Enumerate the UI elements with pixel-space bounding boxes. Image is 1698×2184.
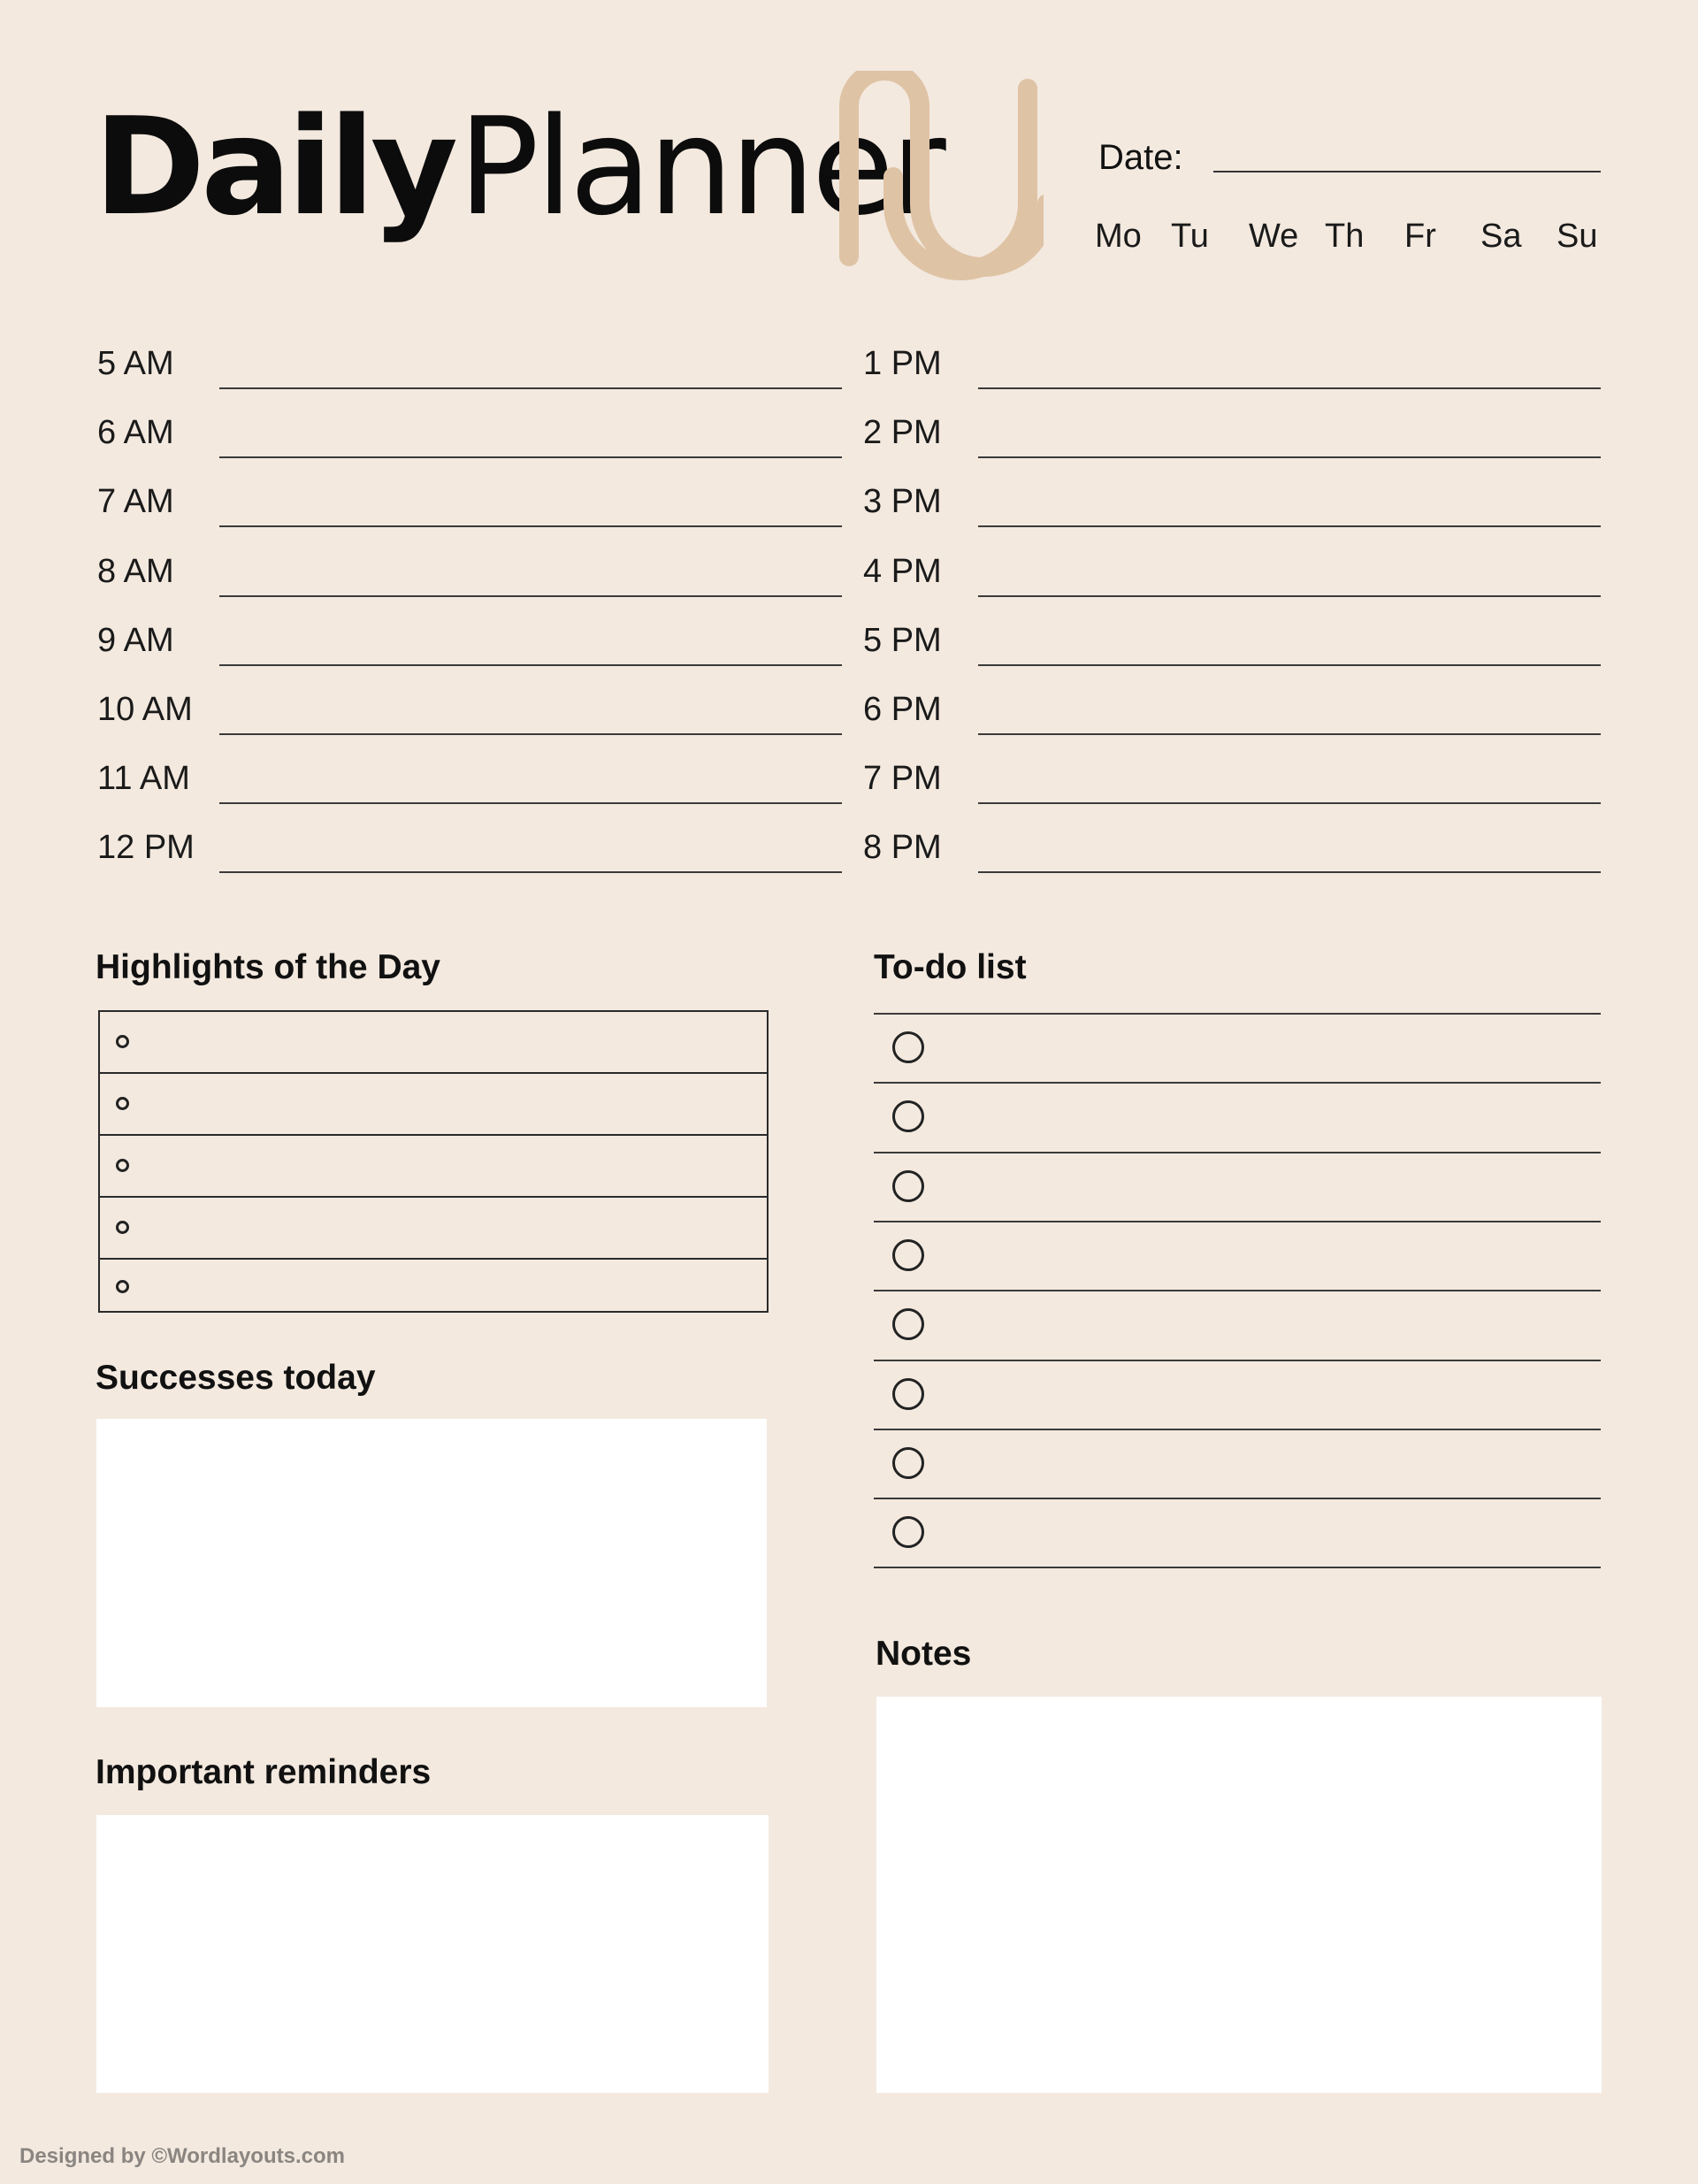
bullet-icon <box>116 1097 129 1110</box>
time-entry-line[interactable] <box>219 733 842 735</box>
time-label: 8 AM <box>97 552 174 590</box>
todo-divider <box>874 1567 1601 1568</box>
bullet-icon <box>116 1221 129 1234</box>
time-entry-line[interactable] <box>978 802 1601 804</box>
weekday-fr[interactable]: Fr <box>1404 218 1436 255</box>
title-light: Planner <box>458 88 943 245</box>
time-entry-line[interactable] <box>219 664 842 666</box>
time-entry-line[interactable] <box>219 802 842 804</box>
todo-divider <box>874 1082 1601 1084</box>
time-entry-line[interactable] <box>978 595 1601 597</box>
time-label: 1 PM <box>863 345 942 382</box>
time-entry-line[interactable] <box>219 871 842 873</box>
highlight-row[interactable] <box>100 1012 767 1074</box>
notes-heading: Notes <box>876 1635 972 1673</box>
weekday-mo[interactable]: Mo <box>1095 218 1142 255</box>
time-label: 5 AM <box>97 345 174 382</box>
weekday-su[interactable]: Su <box>1556 218 1598 255</box>
todo-checkbox[interactable] <box>892 1516 924 1548</box>
weekday-selector <box>1095 218 1602 262</box>
time-entry-line[interactable] <box>978 664 1601 666</box>
time-entry-line[interactable] <box>219 525 842 527</box>
weekday-th[interactable]: Th <box>1325 218 1365 255</box>
time-label: 11 AM <box>97 760 190 798</box>
todo-divider <box>874 1013 1601 1015</box>
time-label: 7 AM <box>97 483 174 521</box>
successes-heading: Successes today <box>96 1359 376 1397</box>
reminders-heading: Important reminders <box>96 1753 432 1791</box>
time-entry-line[interactable] <box>978 456 1601 458</box>
notes-box[interactable] <box>876 1697 1602 2093</box>
todo-checkbox[interactable] <box>892 1100 924 1132</box>
highlight-row[interactable] <box>100 1136 767 1198</box>
time-label: 3 PM <box>863 483 942 521</box>
weekday-sa[interactable]: Sa <box>1480 218 1522 255</box>
todo-divider <box>874 1498 1601 1499</box>
bullet-icon <box>116 1280 129 1293</box>
time-entry-line[interactable] <box>978 525 1601 527</box>
time-label: 4 PM <box>863 552 942 590</box>
date-input-line[interactable] <box>1213 171 1601 172</box>
weekday-we[interactable]: We <box>1249 218 1299 255</box>
highlight-row[interactable] <box>100 1198 767 1260</box>
todo-checkbox[interactable] <box>892 1031 924 1063</box>
time-label: 6 AM <box>97 414 174 452</box>
reminders-box[interactable] <box>96 1815 769 2093</box>
todo-checkbox[interactable] <box>892 1378 924 1410</box>
footer-credit: Designed by ©Wordlayouts.com <box>19 2144 345 2168</box>
title-bold: Daily <box>94 88 455 245</box>
highlights-heading: Highlights of the Day <box>96 948 440 986</box>
todo-divider <box>874 1429 1601 1430</box>
date-label: Date: <box>1098 138 1183 177</box>
time-entry-line[interactable] <box>978 387 1601 389</box>
highlight-row[interactable] <box>100 1074 767 1136</box>
todo-divider <box>874 1290 1601 1291</box>
time-label: 9 AM <box>97 621 174 659</box>
todo-checkbox[interactable] <box>892 1308 924 1340</box>
weekday-tu[interactable]: Tu <box>1171 218 1209 255</box>
time-label: 5 PM <box>863 621 942 659</box>
time-label: 7 PM <box>863 760 942 798</box>
time-label: 2 PM <box>863 414 942 452</box>
todo-divider <box>874 1221 1601 1222</box>
time-label: 12 PM <box>97 829 195 867</box>
time-entry-line[interactable] <box>978 733 1601 735</box>
time-entry-line[interactable] <box>978 871 1601 873</box>
todo-checkbox[interactable] <box>892 1447 924 1479</box>
time-label: 8 PM <box>863 829 942 867</box>
todo-divider <box>874 1360 1601 1361</box>
highlight-row[interactable] <box>100 1260 767 1311</box>
time-entry-line[interactable] <box>219 456 842 458</box>
time-label: 10 AM <box>97 691 193 728</box>
time-label: 6 PM <box>863 691 942 728</box>
successes-box[interactable] <box>96 1419 767 1707</box>
bullet-icon <box>116 1159 129 1172</box>
todo-checkbox[interactable] <box>892 1170 924 1202</box>
time-entry-line[interactable] <box>219 387 842 389</box>
bullet-icon <box>116 1035 129 1048</box>
highlights-table <box>98 1010 769 1313</box>
todo-checkbox[interactable] <box>892 1239 924 1271</box>
todo-heading: To-do list <box>874 948 1027 986</box>
todo-divider <box>874 1152 1601 1153</box>
time-entry-line[interactable] <box>219 595 842 597</box>
